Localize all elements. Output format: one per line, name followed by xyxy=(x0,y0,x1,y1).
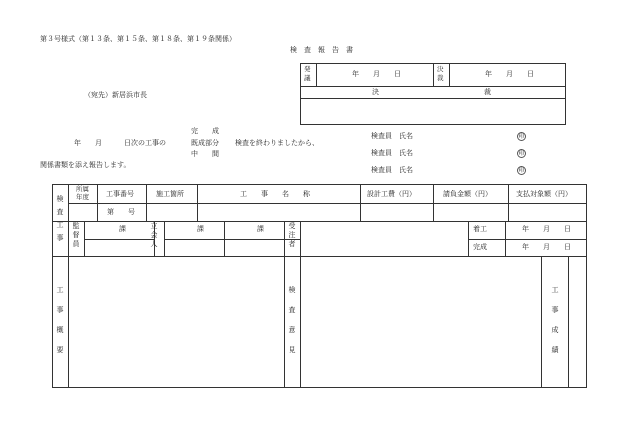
kensa-koji-char-4: 事 xyxy=(56,234,64,242)
seiseki-char-4: 績 xyxy=(551,346,559,354)
addressee: （宛先）新居浜市長 xyxy=(84,91,147,99)
seko-kasho-header: 施工箇所 xyxy=(156,190,184,198)
seiseki-char-1: 工 xyxy=(551,286,559,294)
report-day-prefix: 日次の工事の xyxy=(124,139,166,147)
kensa-koji-char-2: 査 xyxy=(56,208,64,216)
report-suffix: 検査を終わりましたから、 xyxy=(235,139,319,147)
dai-go-value: 第 号 xyxy=(107,208,135,216)
inspector-2-label: 検査員 氏名 xyxy=(371,149,413,157)
juchusha-char-1: 受 xyxy=(288,222,296,230)
kantokuin-char-2: 督 xyxy=(72,231,80,239)
kantokuin-char-3: 員 xyxy=(72,240,80,248)
shozoku-label: 所属 xyxy=(76,185,89,193)
inspector-1-label: 検査員 氏名 xyxy=(371,132,413,140)
gaiyo-char-2: 事 xyxy=(56,306,64,314)
tachiainin-char-1: 立 xyxy=(150,222,158,230)
sai-label: 裁 xyxy=(484,88,491,96)
option-chukan: 中 間 xyxy=(191,150,219,158)
hatsugi-date: 年 月 日 xyxy=(352,70,401,78)
kansei-date: 年 月 日 xyxy=(522,243,571,251)
option-kansei: 完 成 xyxy=(191,127,219,135)
iken-char-1: 検 xyxy=(288,286,296,294)
kessai-date: 年 月 日 xyxy=(485,70,534,78)
kansei-label: 完成 xyxy=(473,243,487,251)
gaiyo-char-1: 工 xyxy=(56,286,64,294)
form-number: 第３号様式（第１３条、第１５条、第１８条、第１９条関係） xyxy=(40,35,236,43)
koji-bango-header: 工事番号 xyxy=(106,190,134,198)
hatsugi-label-1: 発 xyxy=(304,65,311,73)
kessai-label-2: 裁 xyxy=(437,74,444,82)
option-kisei: 既成部分 xyxy=(191,139,219,147)
seiseki-char-2: 事 xyxy=(551,306,559,314)
kessai-label-1: 決 xyxy=(437,65,444,73)
sekkei-kohi-header: 設計工費（円） xyxy=(367,190,416,198)
inspector-1-seal: 印 xyxy=(518,133,525,140)
chakko-date: 年 月 日 xyxy=(522,225,571,233)
juchusha-char-2: 注 xyxy=(288,231,296,239)
inspector-3-seal: 印 xyxy=(518,167,525,174)
tachiainin-char-3: 人 xyxy=(150,240,158,248)
tachiainin-ka-1: 課 xyxy=(197,225,204,233)
nendo-label: 年度 xyxy=(76,193,89,201)
ukeoi-kingaku-header: 請負金額（円） xyxy=(443,190,492,198)
iken-char-3: 意 xyxy=(288,326,296,334)
seiseki-char-3: 成 xyxy=(551,326,559,334)
hatsugi-label-2: 議 xyxy=(304,74,311,82)
kantokuin-char-1: 監 xyxy=(72,222,80,230)
page-title: 検 査 報 告 書 xyxy=(290,46,353,54)
gaiyo-char-4: 要 xyxy=(56,346,64,354)
gaiyo-char-3: 概 xyxy=(56,326,64,334)
shiharai-header: 支払対象額（円） xyxy=(516,190,572,198)
kensa-koji-char-3: 工 xyxy=(56,221,64,229)
kantokuin-ka: 課 xyxy=(119,225,126,233)
kensa-koji-char-1: 検 xyxy=(56,195,64,203)
inspector-2-seal: 印 xyxy=(518,150,525,157)
juchusha-char-3: 者 xyxy=(288,240,296,248)
report-year-month: 年 月 xyxy=(74,139,102,147)
iken-char-2: 査 xyxy=(288,306,296,314)
inspector-3-label: 検査員 氏名 xyxy=(371,166,413,174)
ketsu-label: 決 xyxy=(372,88,379,96)
report-line2: 関係書類を添え報告します。 xyxy=(40,161,131,169)
tachiainin-ka-2: 課 xyxy=(257,225,264,233)
tachiainin-char-2: 会 xyxy=(150,231,158,239)
iken-char-4: 見 xyxy=(288,346,296,354)
koji-meisho-header: 工 事 名 称 xyxy=(240,190,310,198)
chakko-label: 着工 xyxy=(473,225,487,233)
